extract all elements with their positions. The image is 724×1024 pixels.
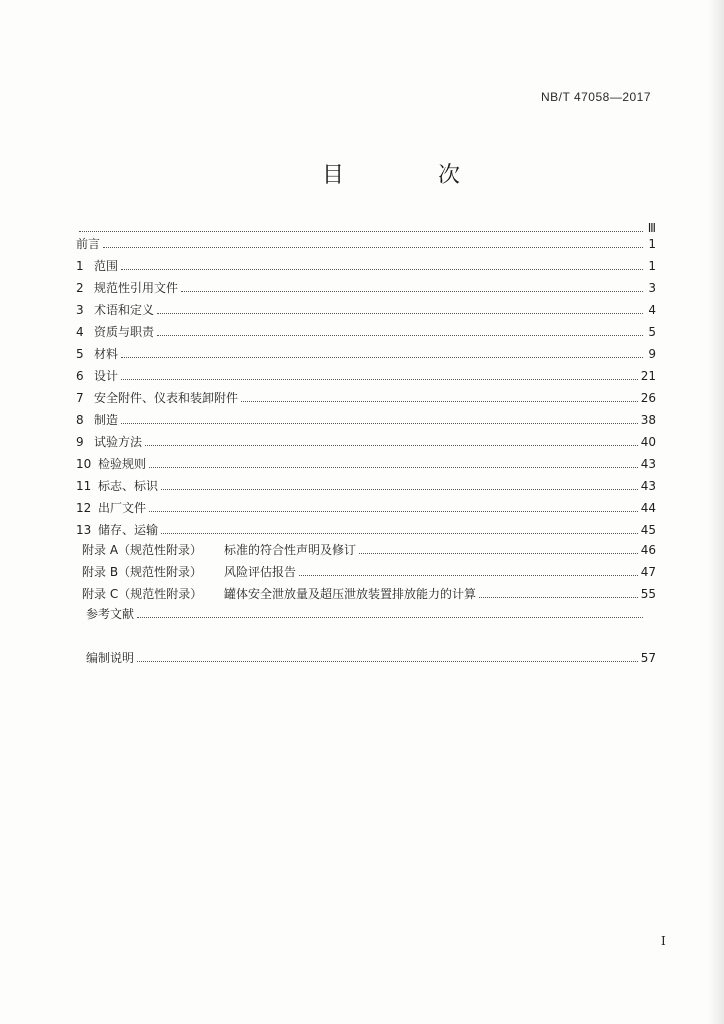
toc-page-number: 57 <box>640 651 656 665</box>
toc-page-number: 1 <box>648 259 656 273</box>
toc-row[interactable] <box>76 319 656 339</box>
toc-row-appendix[interactable] <box>82 537 656 557</box>
page-number: I <box>661 934 666 948</box>
toc-row[interactable] <box>76 473 656 493</box>
toc-row[interactable] <box>86 645 656 665</box>
toc-page-number: 5 <box>648 325 656 339</box>
toc-page-number: Ⅲ <box>647 221 656 235</box>
toc-label: 储存、运输 <box>98 523 159 537</box>
toc-label: 设计 <box>94 369 119 383</box>
dot-leader <box>121 269 643 270</box>
toc-page-number: 43 <box>640 457 656 471</box>
toc-page-number: 3 <box>648 281 656 295</box>
toc-row[interactable] <box>76 275 656 295</box>
toc-page-number: 38 <box>640 413 656 427</box>
toc-page-number: 45 <box>640 523 656 537</box>
toc-row[interactable] <box>76 363 656 383</box>
toc-number: 4 <box>76 325 84 339</box>
dot-leader <box>157 313 643 314</box>
toc-label: 编制说明 <box>86 651 135 665</box>
toc-label: 术语和定义 <box>94 303 155 317</box>
dot-leader <box>161 489 638 490</box>
toc-label: 安全附件、仪表和装卸附件 <box>94 391 239 405</box>
toc-page-number: 46 <box>640 543 656 557</box>
toc-row-appendix[interactable] <box>82 581 656 601</box>
toc-label: 制造 <box>94 413 119 427</box>
toc-label: 试验方法 <box>94 435 143 449</box>
dot-leader <box>121 423 638 424</box>
toc-number: 11 <box>76 479 92 493</box>
toc-row[interactable] <box>76 385 656 405</box>
dot-leader <box>479 597 638 598</box>
dot-leader <box>137 617 643 618</box>
page-title: 目 次 <box>322 163 497 188</box>
toc-page-number: 1 <box>648 237 656 251</box>
toc-label: 风险评估报告 <box>224 565 297 579</box>
appendix-tag: 附录 C（规范性附录） <box>82 587 203 601</box>
toc-number: 7 <box>76 391 84 405</box>
standard-code: NB/T 47058—2017 <box>541 90 652 104</box>
dot-leader <box>241 401 638 402</box>
toc-page-number: 9 <box>648 347 656 361</box>
toc-label: 范围 <box>94 259 119 273</box>
toc-label: 标志、标识 <box>98 479 159 493</box>
dot-leader <box>149 467 638 468</box>
dot-leader <box>161 533 638 534</box>
dot-leader <box>103 247 643 248</box>
toc-page-number: 4 <box>648 303 656 317</box>
toc-page-number: 21 <box>640 369 656 383</box>
toc-label: 前言 <box>76 237 101 251</box>
appendix-tag: 附录 A（规范性附录） <box>82 543 203 557</box>
toc-label: 参考文献 <box>86 607 135 621</box>
dot-leader <box>121 357 643 358</box>
dot-leader <box>145 445 638 446</box>
dot-leader <box>157 335 643 336</box>
toc-row[interactable] <box>76 451 656 471</box>
toc-number: 8 <box>76 413 84 427</box>
dot-leader <box>149 511 638 512</box>
toc-number: 12 <box>76 501 92 515</box>
toc-label: 出厂文件 <box>98 501 147 515</box>
toc-number: 1 <box>76 259 84 273</box>
toc-row[interactable] <box>76 253 656 273</box>
toc-label: 规范性引用文件 <box>94 281 179 295</box>
toc-row[interactable] <box>76 429 656 449</box>
dot-leader <box>299 575 638 576</box>
toc-number: 13 <box>76 523 92 537</box>
appendix-tag: 附录 B（规范性附录） <box>82 565 203 579</box>
dot-leader <box>121 379 638 380</box>
toc-number: 5 <box>76 347 84 361</box>
page-edge-shadow <box>708 0 724 1024</box>
toc-row[interactable] <box>76 341 656 361</box>
toc-number: 10 <box>76 457 92 471</box>
toc-number: 3 <box>76 303 84 317</box>
toc-page-number: 40 <box>640 435 656 449</box>
toc-label: 罐体安全泄放量及超压泄放装置排放能力的计算 <box>224 587 477 601</box>
toc-number: 2 <box>76 281 84 295</box>
toc-page-number: 43 <box>640 479 656 493</box>
toc-page-number: 47 <box>640 565 656 579</box>
toc-row[interactable] <box>76 495 656 515</box>
dot-leader <box>137 661 638 662</box>
toc-row[interactable] <box>76 517 656 537</box>
toc-page-number: 26 <box>640 391 656 405</box>
toc-label: 标准的符合性声明及修订 <box>224 543 357 557</box>
toc-page-number: 44 <box>640 501 656 515</box>
toc-label: 材料 <box>94 347 119 361</box>
toc-number: 9 <box>76 435 84 449</box>
dot-leader <box>359 553 638 554</box>
toc-row-appendix[interactable] <box>82 559 656 579</box>
toc-row[interactable] <box>76 231 656 251</box>
dot-leader <box>181 291 643 292</box>
toc-number: 6 <box>76 369 84 383</box>
toc-row[interactable] <box>76 297 656 317</box>
toc-label: 资质与职责 <box>94 325 155 339</box>
toc-page-number: 55 <box>640 587 656 601</box>
toc-row[interactable] <box>76 407 656 427</box>
toc-label: 检验规则 <box>98 457 147 471</box>
toc-row[interactable] <box>86 601 656 621</box>
